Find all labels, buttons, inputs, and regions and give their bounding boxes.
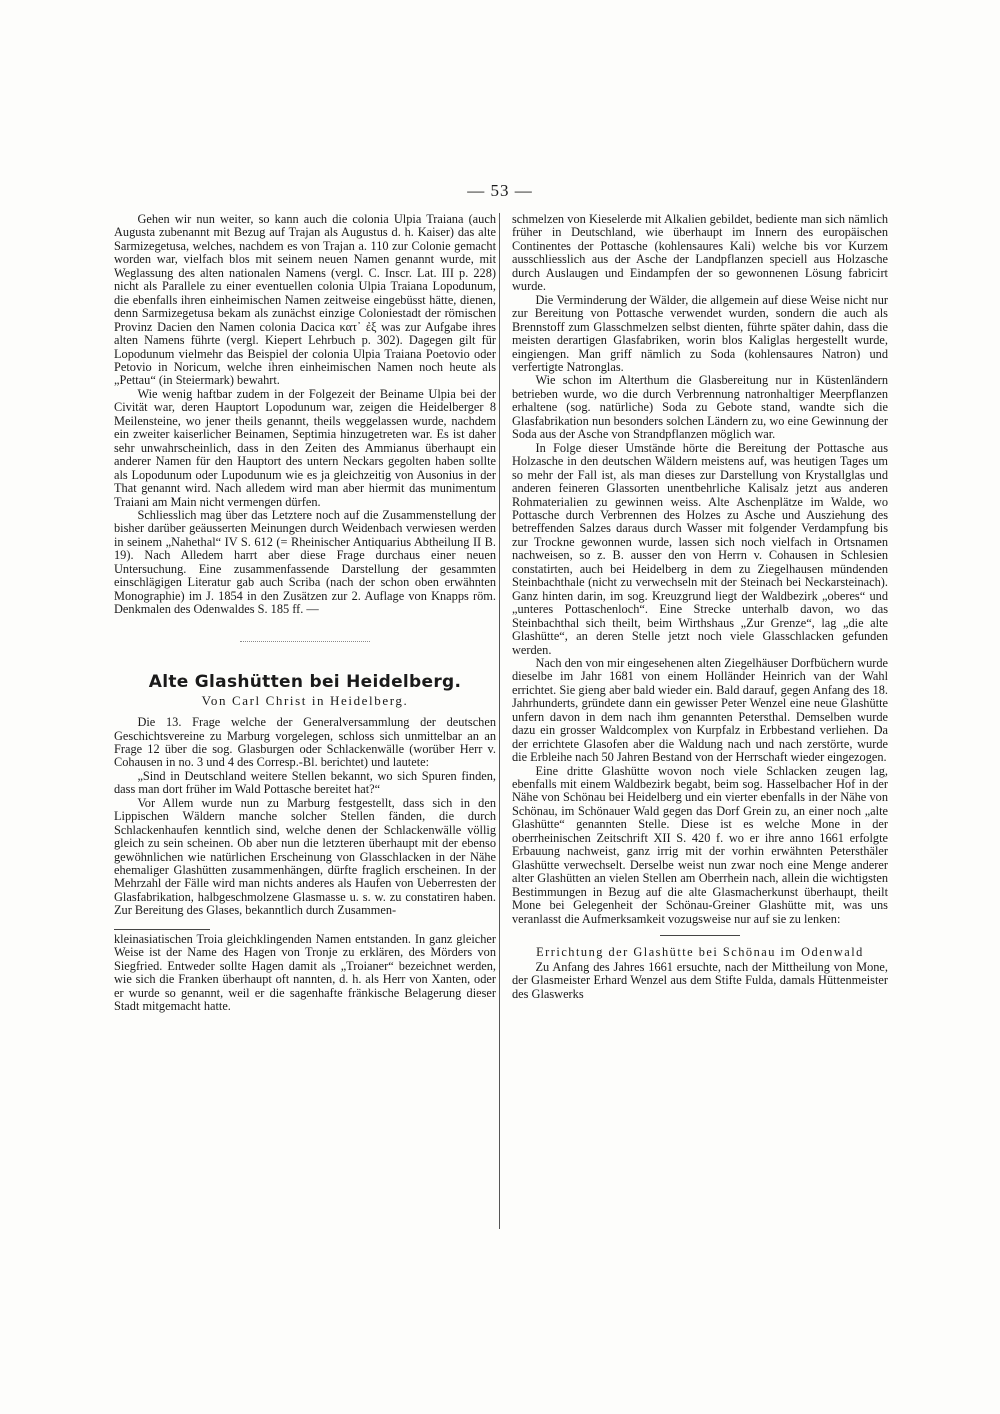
column-rule [499,213,500,1229]
page-number: — 53 — [467,181,533,200]
footnote-rule [114,929,210,930]
paragraph: Die 13. Frage welche der Generalversammlung der deutschen Geschichtsvereine zu Marburg vorgelegen, schloss sich unmittelbar an an Frage 12 über die sog. Glasburgen oder Schlackenwälle (worüber Herr v. Cohausen in no. 3 und 4 des Corresp.-Bl. berichtet) und lautete: [114,715,496,770]
section-heading: Errichtung der Glashütte bei Schönau im Odenwald [536,945,864,960]
paragraph: Gehen wir nun weiter, so kann auch die colonia Ulpia Traiana (auch Augusta zubenannt mit Bezug auf Trajan als Augustus d. h. Kaiser) das alte Sarmizegetusa, welches, nachdem es von Trajan a. 110 zur Colonie gemacht worden war, vielfach blos mit seinem neuen Namen genannt wurde, mit Weglassung des alten nationalen Namens (vergl. C. Inscr. Lat. III p. 228) nicht als Parallele zu einer eventuellen colonia Ulpia Traiana Lopodunum, die ebenfalls ihren einheimischen Namen zeitweise eingebüsst hätte, dienen, denn Sarmizegetusa bekam als zunächst einzige Coloniestadt der römischen Provinz Dacien den Namen colonia Dacica κατ᾽ ἐξ was zur Aufgabe ihres alten Namens führte (vergl. Kiepert Lehrbuch p. 302). Dagegen gilt für Lopodunum vielmehr das Beispiel der colonia Ulpia Traiana Poetovio oder Petovio in Noricum, welche ihren einheimischen Namen noch heute als „Pettau“ (in Steiermark) bewahrt. [114,212,496,388]
section-divider [240,641,370,642]
right-column [512,213,888,1001]
left-column [114,213,496,1014]
paragraph: Wie wenig haftbar zudem in der Folgezeit der Beiname Ulpia bei der Civität war, deren Hauptort Lopodunum war, zeigen die Heidelberger 8 Meilensteine, wo jener theils genannt, theils weggelassen wurde, nachdem ein zweiter kaiserlicher Beinamen, Septimia hinzugetreten war. Es ist daher sehr unwahrscheinlich, dass in den Zeiten des Ammianus überhaupt ein anderer Namen für den Hauptort des untern Neckars gegolten haben sollte als Lopodunum oder Lupodunum wie es ja gleichzeitig von Ausonius in der That genannt wird. Nach alledem wird man aber hiermit das munimentum Traiani am Main nicht vermengen dürfen. [114,386,496,509]
paragraph: Zu Anfang des Jahres 1661 ersuchte, nach der Mittheilung von Mone, der Glasmeister Erhard Wenzel aus dem Stifte Fulda, damals Hüttenmeister des Glaswerks [512,960,888,1001]
article-title: Alte Glashütten bei Heidelberg. [148,671,462,692]
section-rule [660,935,740,936]
paragraph: Eine dritte Glashütte wovon noch viele Schlacken zeugen lag, ebenfalls mit einem Waldbezirk begabt, beim sog. Hasselbacher Hof in der Nähe von Schönau bei Heidelberg und ein vierter ebenfalls in der Nähe von Schönau, im Schönauer Wald gegen das Dorf Grein zu, an einer noch „alte Glashütte“ genannten Stelle. Diese ist es welche Mone in der oberrheinischen Zeitschrift XII S. 420 f. wo er ihre anno 1661 erfolgte Erbauung nachweist, ganz irrig mit der vorhin erwähnten Petersthäler Glashütte verwechselt. Derselbe weist nun zwar noch eine Menge anderer alter Glashütten an vielen Stellen am Oberrhein nach, allein die wichtigsten Bestimmungen in Bezug auf die alte Glasmacherkunst überhaupt, theilt Mone bei Gelegenheit der Schönau-Greiner Glashütte mit, was uns veranlasst die Aufmerksamkeit vozugsweise nur auf sie zu lenken: [512,763,888,926]
paragraph: Nach den von mir eingesehenen alten Ziegelhäuser Dorfbüchern wurde dieselbe im Jahr 1681 von einem Holländer Heinrich van der Wahl errichtet. Sie gieng aber bald wieder ein. Bald darauf, gegen Anfang des 18. Jahrhunderts, gründete dann ein gewisser Peter Wenzel eine neue Glashütte unfern davon in dem nach ihm genannten Petersthal. Demselben wurde dazu ein grosser Waldcomplex von Kurpfalz in Erbbestand verliehen. Da der errichtete Glasofen aber die Waldung nach und nach zerstörte, wurde die Erbleihe nach 50 Jahren Bestand von der Herrschaft wieder eingezogen. [512,655,888,765]
paragraph: Wie schon im Alterthum die Glasbereitung nur in Küstenländern betrieben wurde, wo die durch Verbrennung natronhaltiger Meerpflanzen erhaltene (sog. natürliche) Soda zu Gebote stand, wandte sich die Glasfabrikation nun besonders solchen Ländern zu, wo eine Gewinnung der Soda aus der Asche von Strandpflanzen möglich war. [512,373,888,442]
paragraph: Vor Allem wurde nun zu Marburg festgestellt, dass sich in den Lippischen Wäldern manche solcher Stellen fänden, die durch Schlackenhaufen kenntlich sind, welche denen der Schlackenwälle völlig gleich zu sein scheinen. Ob aber nun die letzteren überhaupt mit der ebenso gewöhnlichen wie natürlichen Erscheinung von Glasschlacken in der Nähe ehemaliger Glashütten zusammenhängen, dürfte fraglich erscheinen. In der Mehrzahl der Fälle wird man nichts anderes als Haufen von Ueberresten der Glasfabrikation, halbgeschmolzene Glasmasse u. s. w. zu constatiren haben. Zur Bereitung des Glases, bekanntlich durch Zusammen- [114,795,496,918]
paragraph: Die Verminderung der Wälder, die allgemein auf diese Weise nicht nur zur Bereitung von Pottasche verwendet wurden, sondern die auch als Brennstoff zum Glasschmelzen selbst dienten, führte später dahin, dass die meisten derartigen Glasfabriken, worin blos Kaliglas hergestellt wurde, eingiengen. Man griff nämlich zu Soda (kohlensaures Natron) und verfertigte Natronglas. [512,292,888,374]
footnote: kleinasiatischen Troia gleichklingenden Namen entstanden. In ganz gleicher Weise ist der Name des Hagen von Tronje zu erklären, des Mörders von Siegfried. Entweder sollte Hagen damit als „Troianer“ bezeichnet werden, wie sich die Franken überhaupt oft nannten, d. h. als Herr von Xanten, oder er wurde so genannt, weil er die sagenhafte fränkische Belagerung dieser Stadt mitgemacht hatte. [114,931,496,1014]
paragraph: „Sind in Deutschland weitere Stellen bekannt, wo sich Spuren finden, dass man dort früher im Wald Pottasche bereitet hat?“ [114,768,496,797]
paragraph: schmelzen von Kieselerde mit Alkalien gebildet, bediente man sich nämlich früher in Deutschland, wie überhaupt im Innern des europäischen Continentes der Pottasche (kohlensaures Kali) welche bis vor Kurzem ausschliesslich aus der Asche der Landpflanzen speciell aus Holzasche durch Auslaugen und Eindampfen der so gewonnenen Lösung fabricirt wurde. [512,212,888,294]
paragraph: In Folge dieser Umstände hörte die Bereitung der Pottasche aus Holzasche in den deutschen Wäldern meistens auf, was heutigen Tages um so mehr der Fall ist, als man dieses zur Darstellung von Krystallglas und anderen feineren Glassorten unentbehrliche Kalisalz jetzt aus anderen Rohmaterialien zu gewinnen weiss. Alte Aschenplätze im Walde, wo Pottasche durch Verbrennen des Holzes zu Asche und Ausziehung des betreffenden Salzes daraus durch Wasser mit folgender Verdampfung bis zur Trockne gewonnen wurde, lassen sich noch vielfach in Ortsnamen nachweisen, so z. B. ausser den von Herrn v. Cohausen in Schlesien constatirten, auch bei Heidelberg in dem zu Ziegelhausen mündenden Steinbachthale (nicht zu verwechseln mit der Steinach bei Neckarsteinach). Ganz hinten darin, im sog. Kreuzgrund liegt der Waldbezirk „oberes“ und „unteres Pottaschenloch“. Eine Strecke unterhalb davon, wo das Steinbachthal sich theilt, beim Wirthshaus „Zur Grenze“, lag „die alte Glashütte“, an deren Stelle jetzt noch viele Glasschlacken gefunden werden. [512,440,888,657]
paragraph: Schliesslich mag über das Letztere noch auf die Zusammenstellung der bisher darüber geäusserten Meinungen durch Weidenbach verwiesen werden in seinem „Nahethal“ IV S. 612 (= Rheinischer Antiquarius Abtheilung II B. 19). Nach Alledem harrt aber diese Frage durchaus einer neuen Untersuchung. Eine zusammenfassende Darstellung der gesammten einschlägigen Literatur gab auch Scriba (nach der schon oben erwähnten Monographie) im J. 1854 in den Zusätzen zur 2. Auflage von Knapps röm. Denkmalen des Odenwaldes S. 185 ff. — [114,507,496,617]
article-byline: Von Carl Christ in Heidelberg. [201,692,409,708]
